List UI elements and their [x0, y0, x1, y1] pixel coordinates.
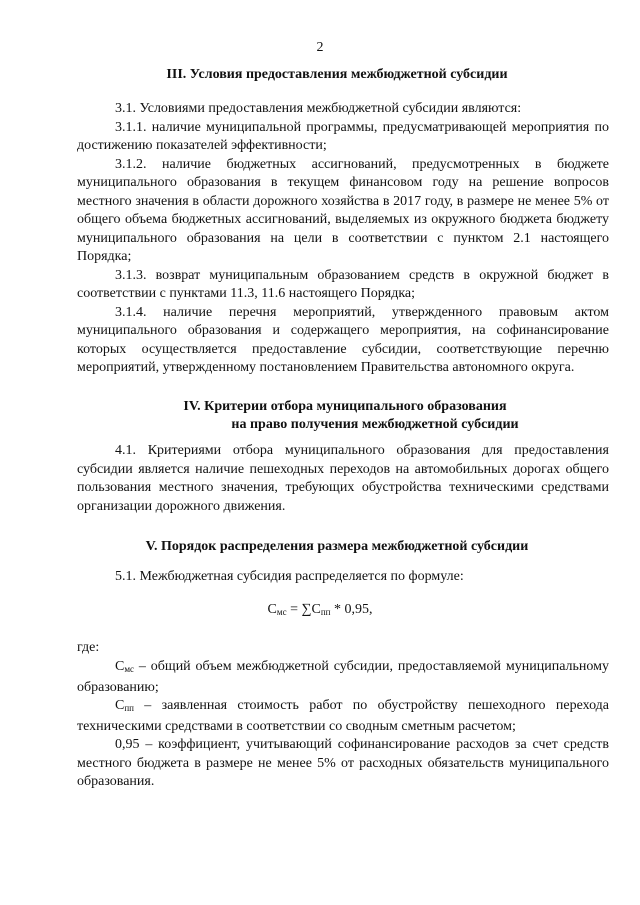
- def-text: – заявленная стоимость работ по обустройству пешеходного перехода техническими средствами в соответствии со сводным сметным расчетом;: [77, 698, 609, 734]
- def-text: 0,95 – коэффициент, учитывающий софинансирование расходов за счет средств местного бюджета в размере не менее 5% от расходных обязательств муниципального образования.: [77, 737, 609, 789]
- paragraph-3-1: 3.1. Условиями предоставления межбюджетной субсидии являются:: [115, 101, 522, 116]
- def-sym: С: [115, 659, 125, 674]
- def-sub: мс: [124, 664, 135, 674]
- section-3-body: [77, 100, 609, 378]
- paragraph-3-1-4: 3.1.4. наличие перечня мероприятий, утвержденного правовым актом муниципального образования и содержащего мероприятия, на софинансирование которых осуществляется предоставление субсидии, соответствующие перечню мероприятий, утвержденному постановлением Правительства автономного округа.: [77, 304, 609, 375]
- paragraph-5-1: 5.1. Межбюджетная субсидия распределяется по формуле:: [115, 569, 464, 584]
- definition-coefficient: [77, 736, 609, 792]
- section-3-title: III. Условия предоставления межбюджетной субсидии: [166, 67, 508, 82]
- section-5-title: V. Порядок распределения размера межбюджетной субсидии: [145, 539, 529, 554]
- formula-lhs-sub: мс: [276, 607, 287, 617]
- definition-cmc: [77, 658, 609, 697]
- where-label: где:: [77, 640, 100, 655]
- paragraph-3-1-2: 3.1.2. наличие бюджетных ассигнований, предусмотренных в бюджете муниципального образования в текущем финансовом году на решение вопросов местного значения в области дорожного хозяйства в 2017 году, в размере не менее 5% от общего объема бюджетных ассигнований, выделяемых из окружного бюджета бюджету муниципального образования на цели в соответствии с пунктом 2.1 настоящего Порядка;: [77, 156, 609, 264]
- page-number: 2: [316, 40, 324, 55]
- def-text: – общий объем межбюджетной субсидии, предоставляемой муниципальному образованию;: [77, 659, 609, 695]
- formula-tail: * 0,95,: [330, 602, 373, 617]
- section-5-body: [77, 568, 609, 587]
- section-4-title-line1: IV. Критерии отбора муниципального образования: [183, 399, 507, 414]
- formula-rhs-sub: пп: [320, 607, 331, 617]
- section-4-title-line2: на право получения межбюджетной субсидии: [231, 417, 519, 432]
- paragraph-3-1-3: 3.1.3. возврат муниципальным образованием средств в окружной бюджет в соответствии с пунктами 11.3, 11.6 настоящего Порядка;: [77, 267, 609, 301]
- def-sub: пп: [124, 703, 134, 713]
- section-4-title: [0, 398, 640, 434]
- formula-lhs: С: [267, 602, 277, 617]
- paragraph-4-1: 4.1. Критериями отбора муниципального образования для предоставления субсидии является наличие пешеходных переходов на автомобильных дорогах общего пользования местного значения, требующих обустройства техническими средствами организации дорожного движения.: [77, 443, 609, 514]
- section-4-body: [77, 442, 609, 516]
- definition-cpp: [77, 697, 609, 736]
- def-sym: С: [115, 698, 125, 713]
- definitions: [77, 658, 609, 792]
- formula: [0, 602, 640, 618]
- formula-sum: = ∑С: [286, 602, 321, 617]
- paragraph-3-1-1: 3.1.1. наличие муниципальной программы, предусматривающей мероприятия по достижению показателей эффективности;: [77, 119, 609, 153]
